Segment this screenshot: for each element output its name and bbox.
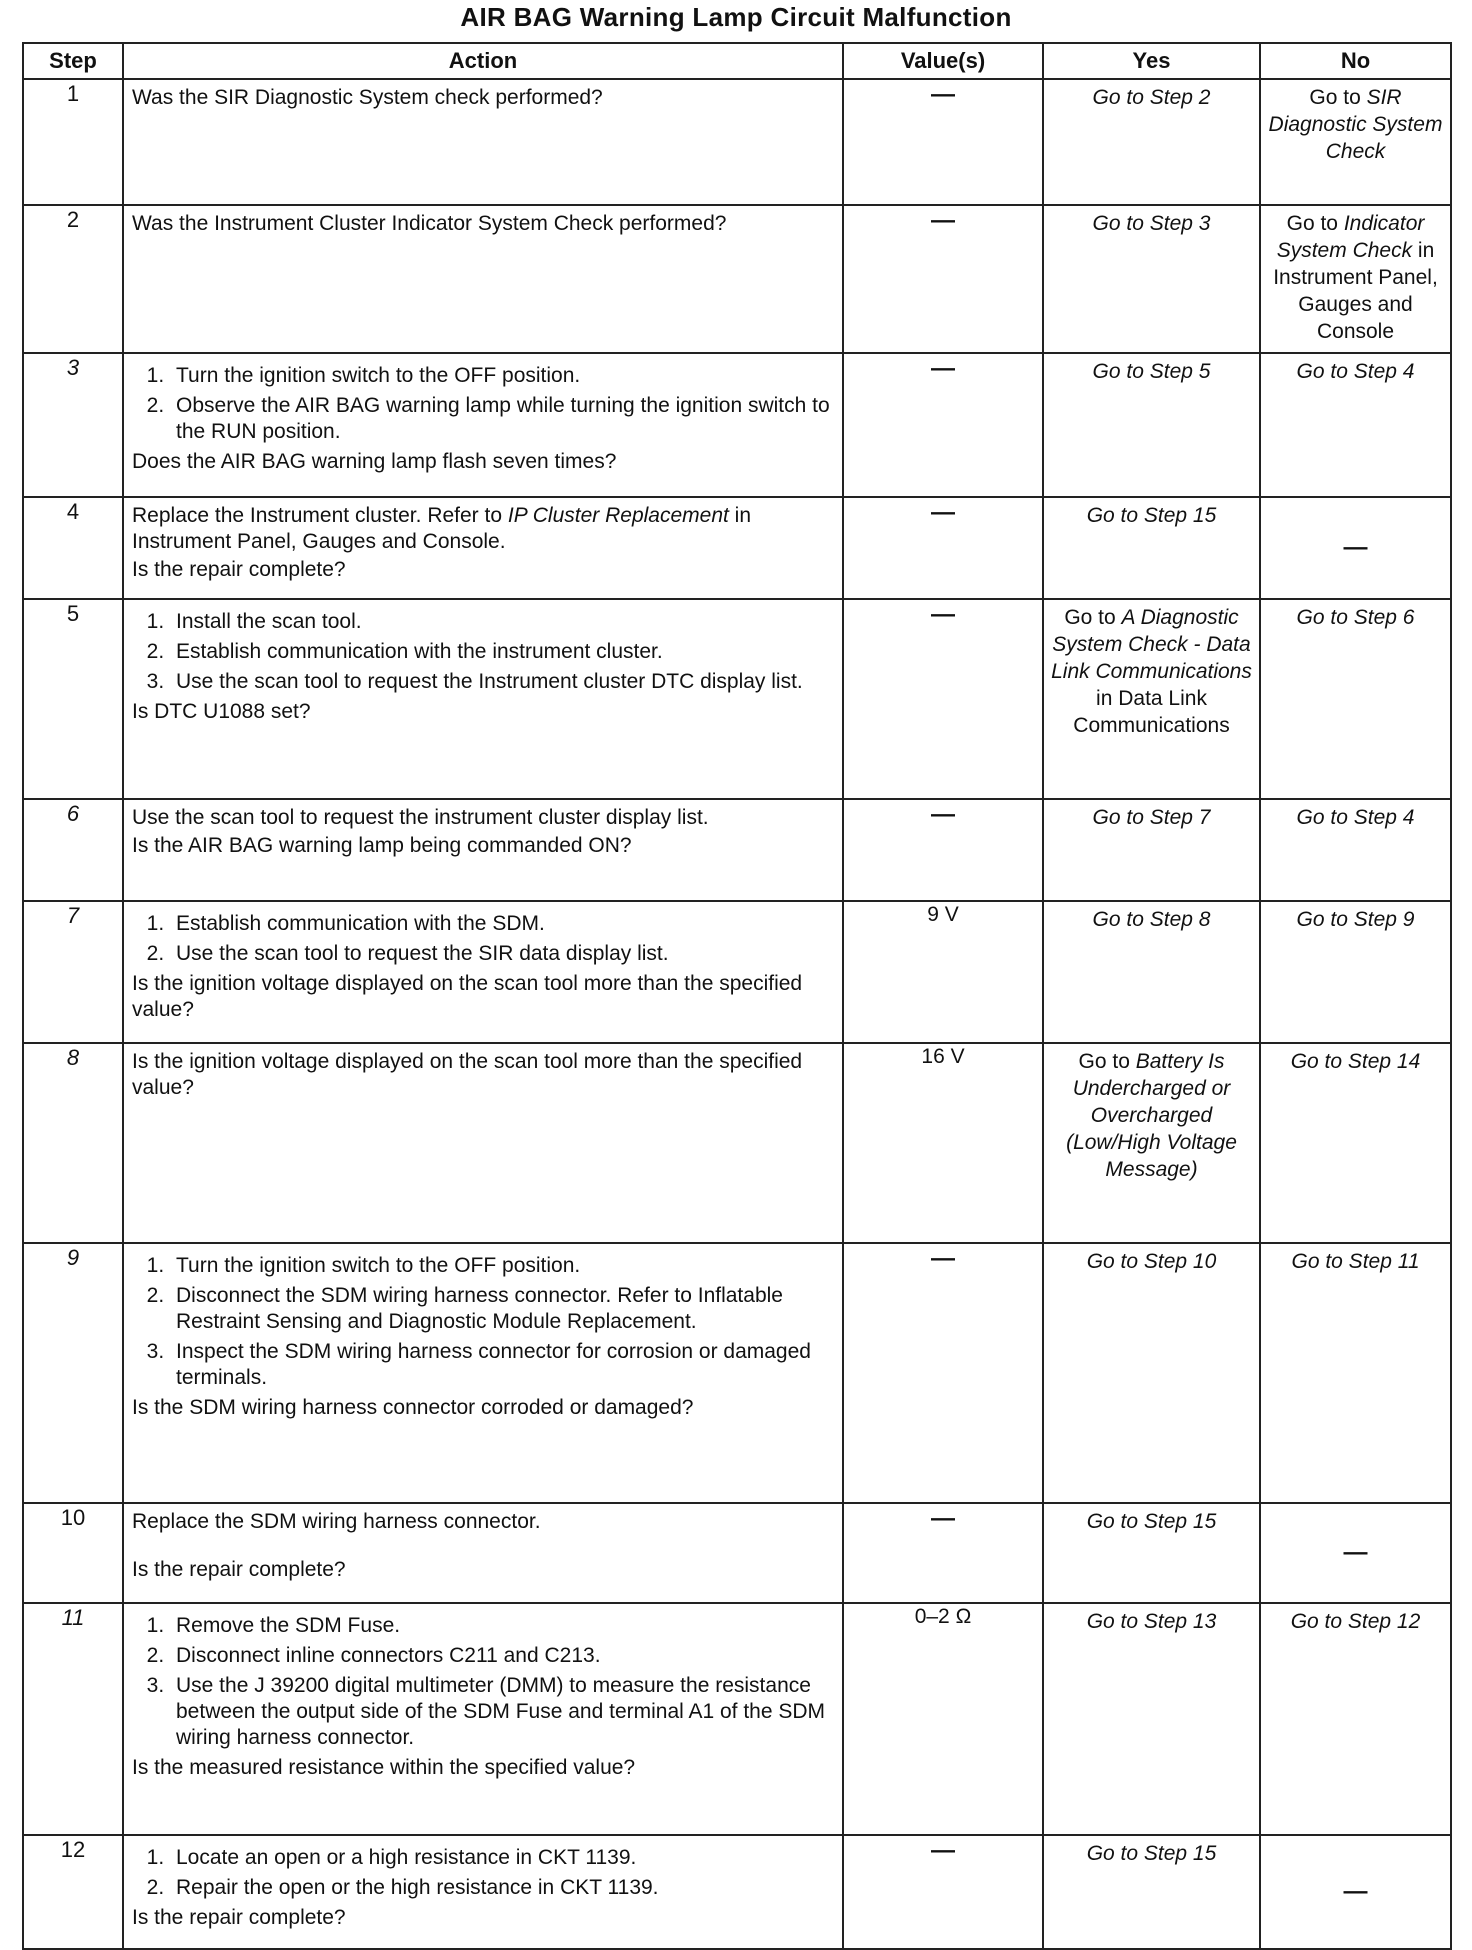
action-step: 1. Turn the ignition switch to the OFF position. [170, 1253, 834, 1279]
table-header-row [23, 43, 1451, 79]
no-cell: Go to Step 6 [1260, 599, 1451, 799]
step-number: 11 [23, 1603, 123, 1835]
header-no: No [1260, 43, 1451, 79]
action-step: 1. Turn the ignition switch to the OFF position. [170, 363, 834, 389]
action-cell [123, 497, 843, 599]
table-row [23, 599, 1451, 799]
yes-cell: Go to Step 13 [1043, 1603, 1260, 1835]
action-step: 1. Remove the SDM Fuse. [170, 1613, 834, 1639]
step-number: 8 [23, 1043, 123, 1243]
value-cell: — [843, 1835, 1043, 1949]
table-row [23, 1503, 1451, 1603]
action-text: Use the scan tool to request the instrument cluster display list. [132, 806, 709, 829]
action-question: Is DTC U1088 set? [132, 700, 311, 723]
action-question: Is the repair complete? [132, 558, 346, 581]
action-text: Replace the SDM wiring harness connector. [132, 1510, 541, 1533]
action-step: 1. Establish communication with the SDM. [170, 911, 834, 937]
action-text: Was the SIR Diagnostic System check performed? [132, 86, 603, 109]
value-cell: — [843, 205, 1043, 353]
value-cell: — [843, 599, 1043, 799]
action-step: 2. Disconnect inline connectors C211 and C213. [170, 1643, 834, 1669]
yes-cell: Go to Step 3 [1043, 205, 1260, 353]
value-cell: — [843, 79, 1043, 205]
action-question: Is the repair complete? [132, 1906, 346, 1929]
action-step: 2. Disconnect the SDM wiring harness connector. Refer to Inflatable Restraint Sensing and Diagnostic Module Replacement. [170, 1283, 834, 1335]
value-cell: — [843, 353, 1043, 497]
no-cell: Go to Step 11 [1260, 1243, 1451, 1503]
yes-cell: Go to A Diagnostic System Check - Data Link Communications in Data Link Communications [1043, 599, 1260, 799]
no-cell: — [1260, 1835, 1451, 1949]
no-cell: Go to Step 9 [1260, 901, 1451, 1043]
step-number: 6 [23, 799, 123, 901]
action-step: 1. Install the scan tool. [170, 609, 834, 635]
table-row [23, 1603, 1451, 1835]
action-cell [123, 1043, 843, 1243]
action-question: Is the measured resistance within the specified value? [132, 1756, 636, 1779]
action-step: 3. Use the J 39200 digital multimeter (DMM) to measure the resistance between the output side of the SDM Fuse and terminal A1 of the SDM wiring harness connector. [170, 1673, 834, 1751]
yes-cell: Go to Step 15 [1043, 1835, 1260, 1949]
value-cell: — [843, 799, 1043, 901]
action-question: Is the ignition voltage displayed on the scan tool more than the specified value? [132, 972, 803, 1021]
value-cell: — [843, 1243, 1043, 1503]
action-cell [123, 79, 843, 205]
yes-cell: Go to Step 15 [1043, 1503, 1260, 1603]
yes-cell: Go to Battery Is Undercharged or Overcharged (Low/High Voltage Message) [1043, 1043, 1260, 1243]
no-cell: Go to Step 12 [1260, 1603, 1451, 1835]
no-cell: Go to Step 4 [1260, 353, 1451, 497]
table-row [23, 799, 1451, 901]
action-text: Is the ignition voltage displayed on the scan tool more than the specified value? [132, 1050, 803, 1099]
yes-cell: Go to Step 8 [1043, 901, 1260, 1043]
page-title: AIR BAG Warning Lamp Circuit Malfunction [460, 2, 1012, 32]
action-text: Replace the Instrument cluster. Refer to IP Cluster Replacement in Instrument Panel, Gauges and Console. [132, 504, 752, 553]
action-step: 2. Observe the AIR BAG warning lamp while turning the ignition switch to the RUN position. [170, 393, 834, 445]
step-number: 1 [23, 79, 123, 205]
action-step: 3. Inspect the SDM wiring harness connector for corrosion or damaged terminals. [170, 1339, 834, 1391]
yes-cell: Go to Step 10 [1043, 1243, 1260, 1503]
yes-cell: Go to Step 5 [1043, 353, 1260, 497]
no-cell: Go to Step 14 [1260, 1043, 1451, 1243]
value-cell: 9 V [843, 901, 1043, 1043]
step-number: 9 [23, 1243, 123, 1503]
value-cell: 0–2 Ω [843, 1603, 1043, 1835]
action-text: Was the Instrument Cluster Indicator System Check performed? [132, 212, 727, 235]
header-action: Action [123, 43, 843, 79]
table-row [23, 497, 1451, 599]
no-cell: — [1260, 1503, 1451, 1603]
step-number: 5 [23, 599, 123, 799]
action-cell [123, 901, 843, 1043]
table-row [23, 901, 1451, 1043]
value-cell: — [843, 1503, 1043, 1603]
yes-cell: Go to Step 2 [1043, 79, 1260, 205]
action-step: 2. Establish communication with the instrument cluster. [170, 639, 834, 665]
value-cell: — [843, 497, 1043, 599]
action-question: Is the repair complete? [132, 1558, 346, 1581]
yes-cell: Go to Step 15 [1043, 497, 1260, 599]
step-number: 2 [23, 205, 123, 353]
step-number: 10 [23, 1503, 123, 1603]
table-row [23, 205, 1451, 353]
action-cell [123, 1503, 843, 1603]
table-row [23, 79, 1451, 205]
no-cell: Go to Step 4 [1260, 799, 1451, 901]
header-step: Step [23, 43, 123, 79]
no-cell: Go to SIR Diagnostic System Check [1260, 79, 1451, 205]
table-row [23, 353, 1451, 497]
action-cell [123, 205, 843, 353]
action-question: Is the AIR BAG warning lamp being commanded ON? [132, 834, 632, 857]
step-number: 7 [23, 901, 123, 1043]
action-step: 1. Locate an open or a high resistance in CKT 1139. [170, 1845, 834, 1871]
action-cell [123, 353, 843, 497]
diagnostic-table [22, 42, 1452, 1950]
action-cell [123, 1603, 843, 1835]
header-values: Value(s) [843, 43, 1043, 79]
action-cell [123, 1243, 843, 1503]
no-cell: — [1260, 497, 1451, 599]
table-row [23, 1043, 1451, 1243]
table-row [23, 1243, 1451, 1503]
action-step: 2. Use the scan tool to request the SIR data display list. [170, 941, 834, 967]
step-number: 12 [23, 1835, 123, 1949]
action-cell [123, 799, 843, 901]
no-cell: Go to Indicator System Check in Instrument Panel, Gauges and Console [1260, 205, 1451, 353]
action-question: Does the AIR BAG warning lamp flash seven times? [132, 450, 617, 473]
action-step: 2. Repair the open or the high resistance in CKT 1139. [170, 1875, 834, 1901]
yes-cell: Go to Step 7 [1043, 799, 1260, 901]
value-cell: 16 V [843, 1043, 1043, 1243]
action-cell [123, 599, 843, 799]
step-number: 3 [23, 353, 123, 497]
step-number: 4 [23, 497, 123, 599]
header-yes: Yes [1043, 43, 1260, 79]
action-step: 3. Use the scan tool to request the Instrument cluster DTC display list. [170, 669, 834, 695]
action-question: Is the SDM wiring harness connector corroded or damaged? [132, 1396, 694, 1419]
